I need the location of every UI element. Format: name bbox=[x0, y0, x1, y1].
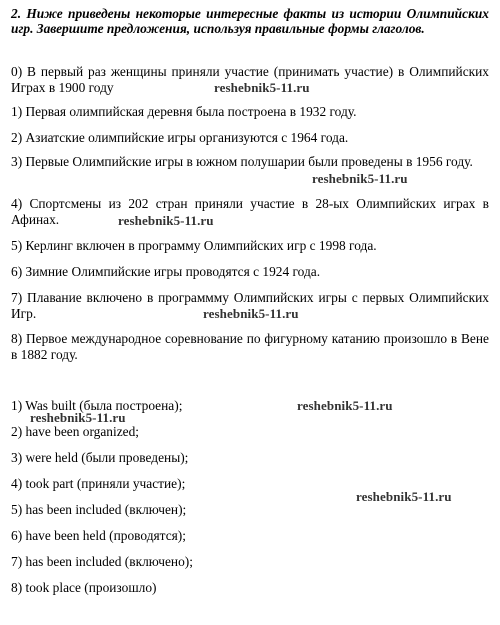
sentence-2: 2) Азиатские олимпийские игры организуются с 1964 года. bbox=[11, 130, 349, 145]
watermark: reshebnik5-11.ru bbox=[214, 80, 310, 95]
watermark: reshebnik5-11.ru bbox=[203, 306, 299, 321]
sentence-0: 0) В первый раз женщины приняли участие (принимать участие) в Олимпийских Играх в 1900 году bbox=[11, 64, 489, 95]
sentence-1: 1) Первая олимпийская деревня была построена в 1932 году. bbox=[11, 104, 357, 119]
sentence-8: 8) Первое международное соревнование по фигурному катанию произошло в Вене в 1882 году. bbox=[11, 331, 489, 362]
watermark: reshebnik5-11.ru bbox=[297, 398, 393, 413]
watermark: reshebnik5-11.ru bbox=[30, 410, 126, 425]
watermark: reshebnik5-11.ru bbox=[356, 489, 452, 504]
answer-3: 3) were held (были проведены); bbox=[11, 450, 189, 465]
watermark: reshebnik5-11.ru bbox=[118, 213, 214, 228]
answer-1: 1) Was built (была построена); bbox=[11, 398, 183, 413]
answer-8: 8) took place (произошло) bbox=[11, 580, 157, 595]
answer-6: 6) have been held (проводятся); bbox=[11, 528, 186, 543]
answer-4: 4) took part (приняли участие); bbox=[11, 476, 186, 491]
sentence-4: 4) Спортсмены из 202 стран приняли участие в 28-ых Олимпийских играх в Афинах. bbox=[11, 196, 489, 227]
answer-2: 2) have been organized; bbox=[11, 424, 140, 439]
sentence-5: 5) Керлинг включен в программу Олимпийских игр с 1998 года. bbox=[11, 238, 377, 253]
task-heading: 2. Ниже приведены некоторые интересные факты из истории Олимпийских игр. Завершите предложения, используя правильные формы глаголов. bbox=[11, 6, 489, 36]
answer-7: 7) has been included (включено); bbox=[11, 554, 193, 569]
sentence-7: 7) Плавание включено в программму Олимпийских игры с первых Олимпийских Игр. bbox=[11, 290, 489, 321]
watermark: reshebnik5-11.ru bbox=[312, 171, 408, 186]
sentence-6: 6) Зимние Олимпийские игры проводятся с 1924 года. bbox=[11, 264, 321, 279]
sentence-3: 3) Первые Олимпийские игры в южном полушарии были проведены в 1956 году. bbox=[11, 154, 473, 169]
answer-5: 5) has been included (включен); bbox=[11, 502, 187, 517]
